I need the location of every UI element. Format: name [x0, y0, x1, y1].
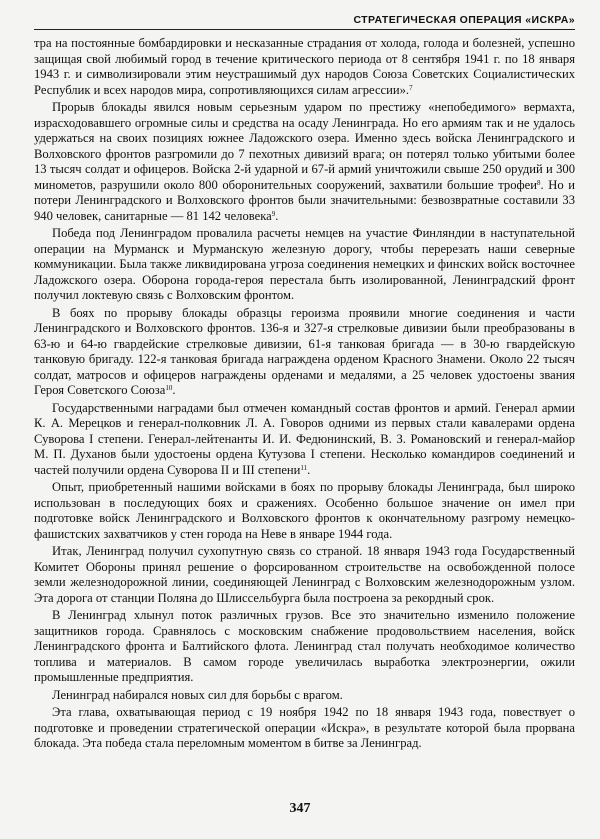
paragraph-4: В боях по прорыву блокады образцы героизма проявили многие соединения и части Ленинградского и Волховского фронтов. 136-я и 327-я стрелковые дивизии были преобразованы в 63-ю и 64-ю гвардейские стрелковые дивизии, 61-я танковая бригада — в 30-ю гвардейскую танковую бригаду. 122-я танковая бригада награждена орденом Красного Знамени. Около 22 тысяч солдат, матросов и офицеров награждены орденами и медалями, а 25 человек удостоены звания Героя Советского Союза$^{10}$. — [34, 305, 575, 397]
paragraph-6: Опыт, приобретенный нашими войсками в боях по прорыву блокады Ленинграда, был широко использован в последующих боях и сражениях. Особенно большое значение он имел при подготовке войск Ленинградского и Волховского фронтов к окончательному разгрому немецко-фашистских захватчиков у стен города на Неве в январе 1944 года. — [34, 480, 575, 541]
paragraph-1-text: тра на постоянные бомбардировки и несказанные страдания от холода, голода и болезней, успешно защищая свой любимый город в течение критического периода от 8 сентября 1941 г. по 18 января 1943 г. и символизировали этим неустрашимый дух народов Союза Советских Социалистических Республик и всех народов мира, сопротивляющихся силам агрессии». — [34, 36, 575, 97]
footnote-ref-7: 7 — [409, 83, 413, 92]
body-text — [34, 36, 575, 754]
paragraph-10: Эта глава, охватывающая период с 19 ноября 1942 по 18 января 1943 года, повествует о подготовке и проведении стратегической операции «Искра», в результате которой была прорвана блокада. Эта победа стала переломным моментом в битве за Ленинград. — [34, 705, 575, 750]
paragraph-9: Ленинград набирался новых сил для борьбы с врагом. — [52, 687, 343, 702]
page-number: 347 — [289, 801, 311, 816]
paragraph-2: Прорыв блокады явился новым серьезным ударом по престижу «непобедимого» вермахта, израсходовавшего огромные силы и средства на осаду Ленинграда. Но его армиям так и не удалось удержаться на своих позициях южнее Ладожского озера. Именно здесь войска Ленинградского и Волховского фронтов разгромили до 7 пехотных дивизий врага; он потерял только убитыми более 13 тысяч солдат и офицеров. Войска 2-й ударной и 67-й армий уничтожили свыше 250 орудий и 300 минометов, разрушили около 800 оборонительных сооружений, захватили большие трофеи$^8$. Но и потери Ленинградского и Волховского фронтов были значительными: безвозвратные составили 33 940 человек, санитарные — 81 142 человека$^9$. — [34, 100, 576, 223]
paragraph-7: Итак, Ленинград получил сухопутную связь со страной. 18 января 1943 года Государственный Комитет Обороны принял решение о форсированном строительстве на освобожденной полосе земли железнодорожной линии, соединяющей Ленинград с Волховским железнодорожным узлом. Эта дорога от станции Поляна до Шлиссельбурга была построена за рекордный срок. — [34, 544, 575, 605]
paragraph-5: Государственными наградами был отмечен командный состав фронтов и армий. Генерал армии К. А. Мерецков и генерал-полковник Л. А. Говоров одними из первых стали кавалерами ордена Суворова I степени. Генерал-лейтенанты И. И. Федюнинский, В. З. Романовский и генерал-майор М. П. Духанов были удостоены ордена Кутузова I степени. Несколько командиров соединений и частей получили ордена Суворова II и III степени$^{11}$. — [34, 400, 575, 477]
paragraph-3: Победа под Ленинградом провалила расчеты немцев на участие Финляндии в наступательной операции на Мурманск и Мурманскую железную дорогу, чтобы перерезать наши северные коммуникации. Была также ликвидирована угроза соединения немецких и финских войск восточнее Ладожского озера. Оборона города-героя перестала быть изолированной, Ленинградский фронт получил локтевую связь с Волховским фронтом. — [34, 226, 575, 302]
paragraph-4-text: В боях по прорыву блокады образцы героизма проявили многие соединения и части Ленинградского и Волховского фронтов. 136-я и 327-я стрелковые дивизии были преобразованы в 63-ю и 64-ю гвардейские стрелковые дивизии, 61-я танковая бригада — в 30-ю гвардейскую танковую бригаду. 122-я танковая бригада награждена орденом Красного Знамени. Около 22 тысяч солдат, матросов и офицеров награждены орденами и медалями, а 25 человек удостоены звания Героя Советского Союза — [34, 305, 575, 397]
paragraph-5-text: Государственными наградами был отмечен командный состав фронтов и армий. Генерал армии К. А. Мерецков и генерал-полковник Л. А. Говоров одними из первых стали кавалерами ордена Суворова I степени. Генерал-лейтенанты И. И. Федюнинский, В. З. Романовский и генерал-майор М. П. Духанов были удостоены ордена Кутузова I степени. Несколько командиров соединений и частей получили ордена Суворова II и III степени — [34, 400, 575, 477]
footnote-ref-8: 8 — [537, 178, 541, 187]
footnote-ref-9: 9 — [271, 209, 276, 218]
paragraph-2-text: Прорыв блокады явился новым серьезным ударом по престижу «непобедимого» вермахта, израсходовавшего огромные силы и средства на осаду Ленинграда. Но его армиям так и не удалось удержаться на своих позициях южнее Ладожского озера. Именно здесь войска Ленинградского и Волховского фронтов разгромили до 7 пехотных дивизий врага; он потерял только убитыми более 13 тысяч солдат и офицеров. Войска 2-й ударной и 67-й армий уничтожили свыше 250 орудий и 300 минометов, разрушили около 800 оборонительных сооружений, захватили большие трофеи — [34, 100, 575, 192]
paragraph-1 — [34, 36, 575, 98]
footnote-ref-10: 10 — [165, 384, 173, 392]
paragraph-2-text-continued: . Но и потери Ленинградского и Волховского фронтов были значительными: безвозвратные составили 33 940 человек, санитарные — 81 142 человека — [34, 177, 576, 223]
paragraph-8: В Ленинград хлынул поток различных грузов. Все это значительно изменило положение защитников города. Сравнялось с московским снабжение продовольствием населения, войск Ленинградского фронта и Балтийского флота. Ленинград стал получать необходимое количество топлива и материалов. В самом городе увеличилась выработка электроэнергии, ожили промышленные предприятия. — [34, 608, 575, 684]
footnote-ref-11: 11 — [300, 463, 308, 472]
running-header: СТРАТЕГИЧЕСКАЯ ОПЕРАЦИЯ «ИСКРА» — [34, 14, 575, 30]
